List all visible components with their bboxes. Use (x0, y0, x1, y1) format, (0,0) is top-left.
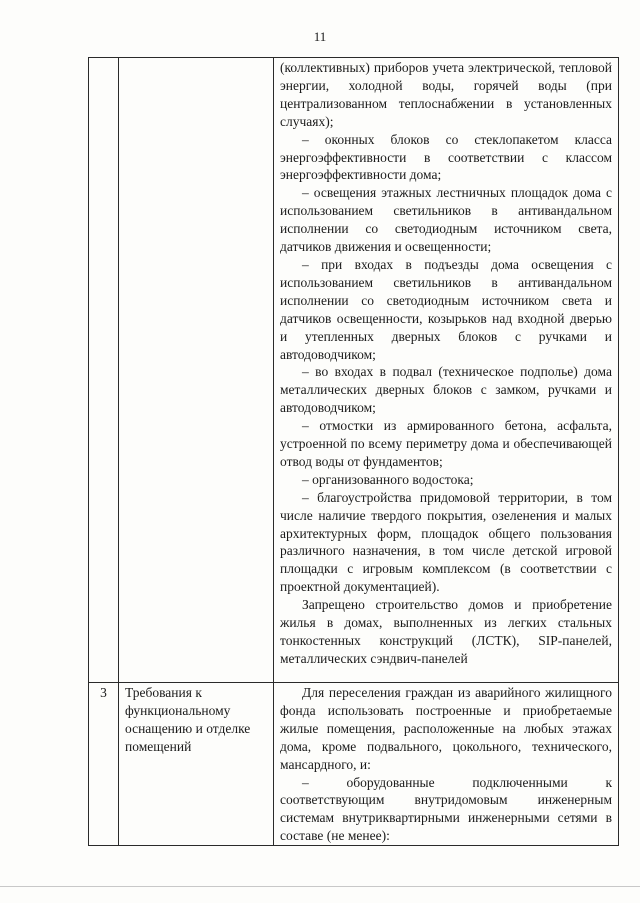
paragraph: Запрещено строительство домов и приобретение жилья в домах, выполненных из легких стальных тонкостенных конструкций (ЛСТК), SIP-панелей, металлических сэндвич-панелей (280, 597, 612, 666)
paragraph: – оконных блоков со стеклопакетом класса энергоэффективности в соответствии с классом энергоэффективности дома; (280, 131, 612, 183)
row-description-cell (274, 683, 619, 846)
bottom-rule (0, 886, 640, 887)
table-row-continued (89, 58, 619, 683)
row-number-cell: 3 (89, 683, 119, 846)
row-name-cell (119, 58, 274, 683)
paragraph: Для переселения граждан из аварийного жилищного фонда использовать построенные и приобретаемые жилые помещения, расположенные на любых этажах дома, кроме подвального, цокольного, технического, мансардного, и: (280, 685, 612, 772)
table-row-3 (89, 683, 619, 846)
paragraph: – при входах в подъезды дома освещения с использованием светильников в антивандальном исполнении со светодиодным источником света и датчиков освещенности, козырьков над входной дверью и утепленных дверных блоков с ручками и автодоводчиком; (280, 256, 612, 362)
paragraph: – отмостки из армированного бетона, асфальта, устроенной по всему периметру дома и обеспечивающей отвод воды от фундаментов; (280, 418, 612, 469)
paragraph: – организованного водостока; (302, 471, 474, 487)
paragraph: (коллективных) приборов учета электрической, тепловой энергии, холодной воды, горячей воды (при централизованном теплоснабжении в установленных случаях); (280, 60, 612, 129)
row-description-cell (274, 58, 619, 683)
row-name-cell: Требования к функциональному оснащению и отделке помещений (119, 683, 274, 846)
requirements-table (88, 57, 619, 846)
row-number-cell (89, 58, 119, 683)
page-number: 11 (313, 29, 327, 44)
paragraph: – оборудованные подключенными к соответствующим внутридомовым инженерным системам внутриквартирными инженерными сетями в составе (не менее): (280, 774, 612, 844)
paragraph: – во входах в подвал (техническое подполье) дома металлических дверных блоков с замком, ручками и автодоводчиком; (280, 364, 612, 416)
paragraph: – благоустройства придомовой территории, в том числе наличие твердого покрытия, озеленения и малых архитектурных форм, площадок общего пользования различного назначения, в том числе детской игровой площадки с игровым комплексом (в соответствии с проектной документацией). (280, 489, 612, 595)
paragraph: – освещения этажных лестничных площадок дома с использованием светильников в антивандальном исполнении со светодиодным источником света, датчиков движения и освещенности; (280, 185, 612, 255)
